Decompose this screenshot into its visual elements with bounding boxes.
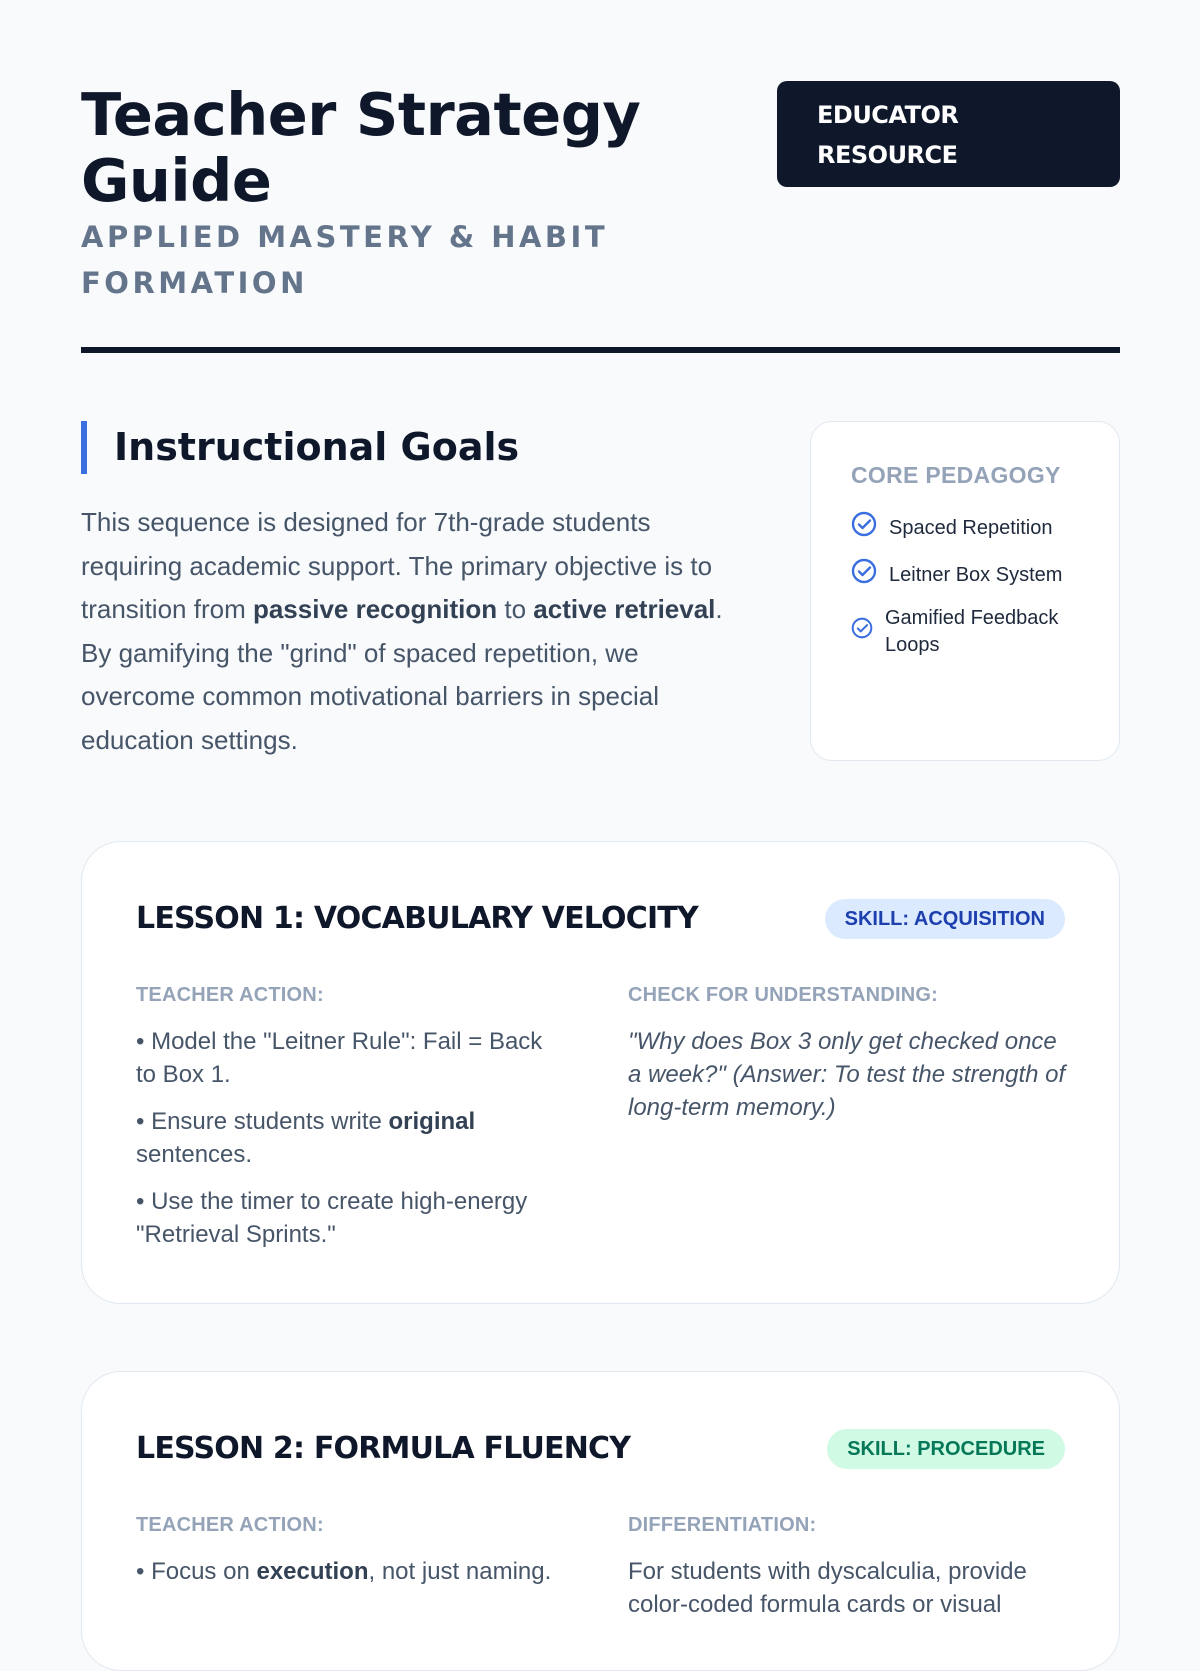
pedagogy-item-label: Gamified Feedback Loops — [885, 607, 1059, 656]
lesson-2-title: LESSON 2: FORMULA FLUENCY — [136, 1431, 631, 1466]
check-understanding-heading: CHECK FOR UNDERSTANDING: — [628, 984, 938, 1006]
check-circle-icon — [851, 617, 885, 647]
teacher-action-heading: TEACHER ACTION: — [136, 1514, 324, 1536]
check-understanding-quote: "Why does Box 3 only get checked once a week?" (Answer: To test the strength of long-term memory.) — [628, 1028, 1066, 1121]
pedagogy-item — [851, 558, 1101, 592]
header-divider — [81, 347, 1120, 353]
pedagogy-item-label: Leitner Box System — [889, 563, 1063, 586]
lesson-2-card — [81, 1371, 1120, 1671]
differentiation-heading: DIFFERENTIATION: — [628, 1514, 817, 1536]
skill-badge: SKILL: ACQUISITION — [825, 899, 1065, 939]
goals-bold-2: active retrieval — [533, 594, 716, 624]
list-item-bold: original — [388, 1108, 476, 1135]
educator-resource-badge: EDUCATOR RESOURCE — [777, 81, 1120, 187]
pedagogy-item-label: Spaced Repetition — [889, 516, 1053, 539]
list-item-bold: execution — [256, 1558, 369, 1585]
list-item-text: • Focus on — [136, 1558, 257, 1585]
section-accent-bar — [81, 421, 87, 474]
goals-text-2: to — [497, 594, 534, 624]
teacher-action-heading: TEACHER ACTION: — [136, 984, 324, 1006]
goals-bold-1: passive recognition — [252, 594, 498, 624]
core-pedagogy-card — [810, 421, 1120, 761]
list-item: • Model the "Leitner Rule": Fail = Back to Box 1. — [136, 1028, 543, 1088]
strategy-guide-page — [81, 0, 1120, 844]
list-item: • Use the timer to create high-energy "Retrieval Sprints." — [136, 1188, 528, 1248]
goals-heading: Instructional Goals — [114, 425, 520, 469]
check-circle-icon — [851, 511, 889, 545]
goals-text-1: This sequence is designed for 7th-grade students requiring academic support. The primary objective is to transition from — [81, 507, 713, 624]
pedagogy-item — [851, 511, 1101, 545]
teacher-action-list — [136, 1555, 566, 1602]
goals-paragraph — [81, 501, 751, 762]
instructional-goals-section — [81, 354, 1120, 844]
lesson-1-title: LESSON 1: VOCABULARY VELOCITY — [136, 901, 698, 936]
differentiation-text: For students with dyscalculia, provide color-coded formula cards or visual — [628, 1558, 1027, 1618]
goals-text-3: . By gamifying the "grind" of spaced repetition, we overcome common motivational barriers in special education settings. — [81, 594, 723, 755]
header — [81, 0, 1120, 354]
page-title: Teacher Strategy Guide — [81, 80, 641, 215]
pedagogy-title: CORE PEDAGOGY — [851, 462, 1061, 488]
list-item-text: • Ensure students write — [136, 1108, 389, 1135]
page-subtitle: APPLIED MASTERY & HABIT FORMATION — [81, 220, 609, 300]
list-item-text: , not just naming. — [368, 1558, 552, 1585]
pedagogy-item — [851, 605, 1101, 659]
list-item — [136, 1105, 566, 1171]
teacher-action-list — [136, 1025, 566, 1265]
lesson-1-card — [81, 841, 1120, 1304]
list-item — [136, 1555, 566, 1588]
skill-badge: SKILL: PROCEDURE — [827, 1429, 1065, 1469]
list-item-text: sentences. — [136, 1141, 253, 1168]
check-circle-icon — [851, 558, 889, 592]
